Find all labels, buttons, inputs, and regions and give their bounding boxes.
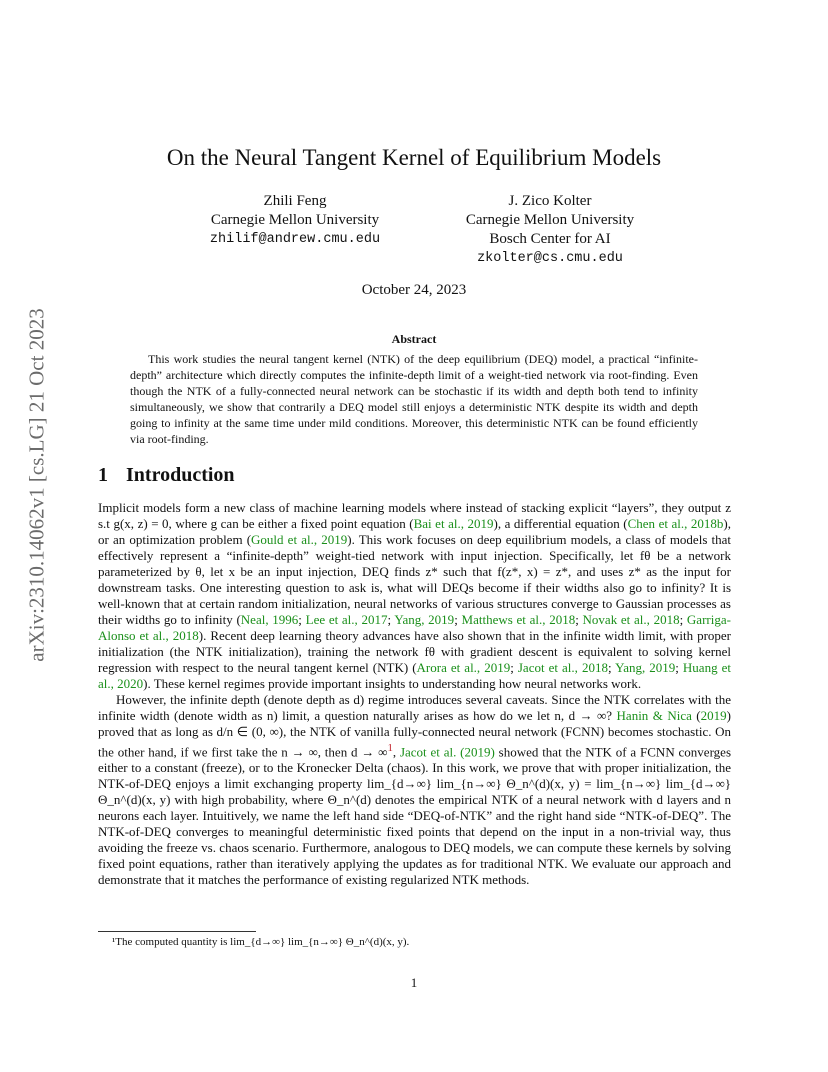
citation-link[interactable]: Huang et al., 2020 xyxy=(98,660,731,691)
paper-date: October 24, 2023 xyxy=(361,282,467,298)
arxiv-id: arXiv:2310.14062v1 [cs.LG] 21 Oct 2023 xyxy=(24,308,49,662)
text-run: ; xyxy=(675,660,683,675)
text-run: However, the infinite depth (denote depth as d) regime introduces several caveats. Since the NTK correlates with the infinite width (denote width as n) limit, a question naturally arises as how do we let n, d → ∞? xyxy=(98,692,731,723)
text-run: ) proved that as long as d/n ∈ (0, ∞), the NTK of vanilla fully-connected neural network (FCNN) becomes stochastic. On the other hand, if we first take the n → ∞, then d → ∞ xyxy=(98,708,731,760)
text-run: ), or an optimization problem ( xyxy=(98,516,732,547)
author-affiliation: Carnegie Mellon University xyxy=(465,212,635,228)
citation-link[interactable]: Yang, 2019 xyxy=(394,612,455,627)
author-email: zkolter@cs.cmu.edu xyxy=(477,251,623,266)
author-block-1 xyxy=(190,192,400,249)
text-run: Implicit models form a new class of machine learning models where instead of stacking explicit “layers”, they output z s.t g(x, z) = 0, where g can be either a fixed point equation ( xyxy=(98,500,731,531)
author-affiliation-2: Bosch Center for AI xyxy=(489,231,611,247)
author-name: J. Zico Kolter xyxy=(508,193,592,209)
citation-link[interactable]: 2019 xyxy=(700,708,727,723)
text-run: ). These kernel regimes provide important insights to understanding how neural networks work. xyxy=(143,676,642,691)
text-run: ; xyxy=(679,612,687,627)
page-number: 1 xyxy=(410,975,418,990)
citation-link[interactable]: Bai et al., 2019 xyxy=(413,516,494,531)
text-run: ). Recent deep learning theory advances have also shown that in the infinite width limit, with proper initialization (the NTK initialization), training the network fθ with gradient descent is equivalent to solving kernel regression with respect to the neural tangent kernel (NTK) ( xyxy=(98,628,732,675)
section-number: 1 xyxy=(98,464,108,486)
abstract-heading: Abstract xyxy=(391,332,437,346)
section-heading xyxy=(98,464,235,487)
text-run: ), a differential equation ( xyxy=(493,516,628,531)
citation-link[interactable]: Jacot et al., 2018 xyxy=(517,660,608,675)
author-name: Zhili Feng xyxy=(263,193,327,209)
intro-paragraph-2 xyxy=(98,692,731,888)
citation-link[interactable]: Novak et al., 2018 xyxy=(582,612,680,627)
author-block-2 xyxy=(430,192,670,268)
text-run: ; xyxy=(298,612,306,627)
section-title: Introduction xyxy=(126,464,235,486)
citation-link[interactable]: Neal, 1996 xyxy=(240,612,299,627)
paper-title: On the Neural Tangent Kernel of Equilibrium Models xyxy=(166,145,662,170)
text-run: ; xyxy=(387,612,395,627)
citation-link[interactable]: Yang, 2019 xyxy=(615,660,676,675)
citation-link[interactable]: Arora et al., 2019 xyxy=(416,660,511,675)
citation-link[interactable]: Hanin & Nica xyxy=(616,708,692,723)
footnote-ref[interactable]: 1 xyxy=(387,742,393,754)
arxiv-sidebar-stamp xyxy=(14,290,60,680)
citation-link[interactable]: Jacot et al. (2019) xyxy=(399,744,495,760)
citation-link[interactable]: Gould et al., 2019 xyxy=(251,532,348,547)
text-run: ( xyxy=(691,708,701,723)
intro-body xyxy=(98,500,731,888)
footnote-rule xyxy=(98,931,256,932)
text-run: ). This work focuses on deep equilibrium models, a class of models that effectively represent a “infinite-depth” weight-tied network with input injection. Specifically, let fθ be a network parameterized by θ, let x be an input injection, DEQ finds z* such that f(z*, x) = z*, and uses z* as the input for downstream tasks. One interesting question to ask is, what will DEQs become if their widths also go to infinity? It is well-known that at certain random initialization, neural networks of various structures converge to Gaussian processes as their widths go to infinity ( xyxy=(98,532,732,627)
citation-link[interactable]: Garriga-Alonso et al., 2018 xyxy=(98,612,731,643)
author-email: zhilif@andrew.cmu.edu xyxy=(209,232,381,247)
text-run: ; xyxy=(454,612,462,627)
author-affiliation: Carnegie Mellon University xyxy=(210,212,380,228)
citation-link[interactable]: Lee et al., 2017 xyxy=(305,612,388,627)
abstract-text: This work studies the neural tangent kernel (NTK) of the deep equilibrium (DEQ) model, a practical “infinite-depth” architecture which directly computes the infinite-depth limit of a weight-tied network via root-finding. Even though the NTK of a fully-connected neural network can be stochastic if its width and depth both tend to infinity simultaneously, we show that contrarily a DEQ model still enjoys a deterministic NTK despite its width and depth going to infinity at the same time under mild conditions. Moreover, this deterministic NTK can be found efficiently via root-finding. xyxy=(130,352,698,446)
text-run: showed that the NTK of a FCNN converges either to a constant (freeze), or to the Kronecker Delta (chaos). In this work, we prove that with proper initialization, the NTK-of-DEQ enjoys a limit exchanging property lim_{d→∞} lim_{n→∞} Θ_n^(d)(x, y) = lim_{n→∞} lim_{d→∞} Θ_n^(d)(x, y) with high probability, where Θ_n^(d) denotes the empirical NTK of a neural network with d layers and n neurons each layer. Intuitively, we name the left hand side “DEQ-of-NTK” and the right hand side “NTK-of-DEQ”. The NTK-of-DEQ converges to meaningful deterministic fixed points that depend on the input in a non-trivial way, thus avoiding the freeze vs. chaos scenario. Furthermore, analogous to DEQ models, we can compute these kernels by solving fixed point equations, rather than iteratively applying the updates as for traditional NTK. We evaluate our approach and demonstrate that it matches the performance of existing regularized NTK methods. xyxy=(98,744,731,888)
text-run: , xyxy=(392,744,400,760)
citation-link[interactable]: Matthews et al., 2018 xyxy=(461,612,576,627)
citation-link[interactable]: Chen et al., 2018b xyxy=(627,516,724,531)
text-run: ; xyxy=(607,660,616,675)
intro-paragraph-1 xyxy=(98,500,731,692)
footnote-text: ¹The computed quantity is lim_{d→∞} lim_{n→∞} Θ_n^(d)(x, y). xyxy=(112,936,410,948)
text-run: ; xyxy=(575,612,583,627)
text-run: ; xyxy=(510,660,518,675)
